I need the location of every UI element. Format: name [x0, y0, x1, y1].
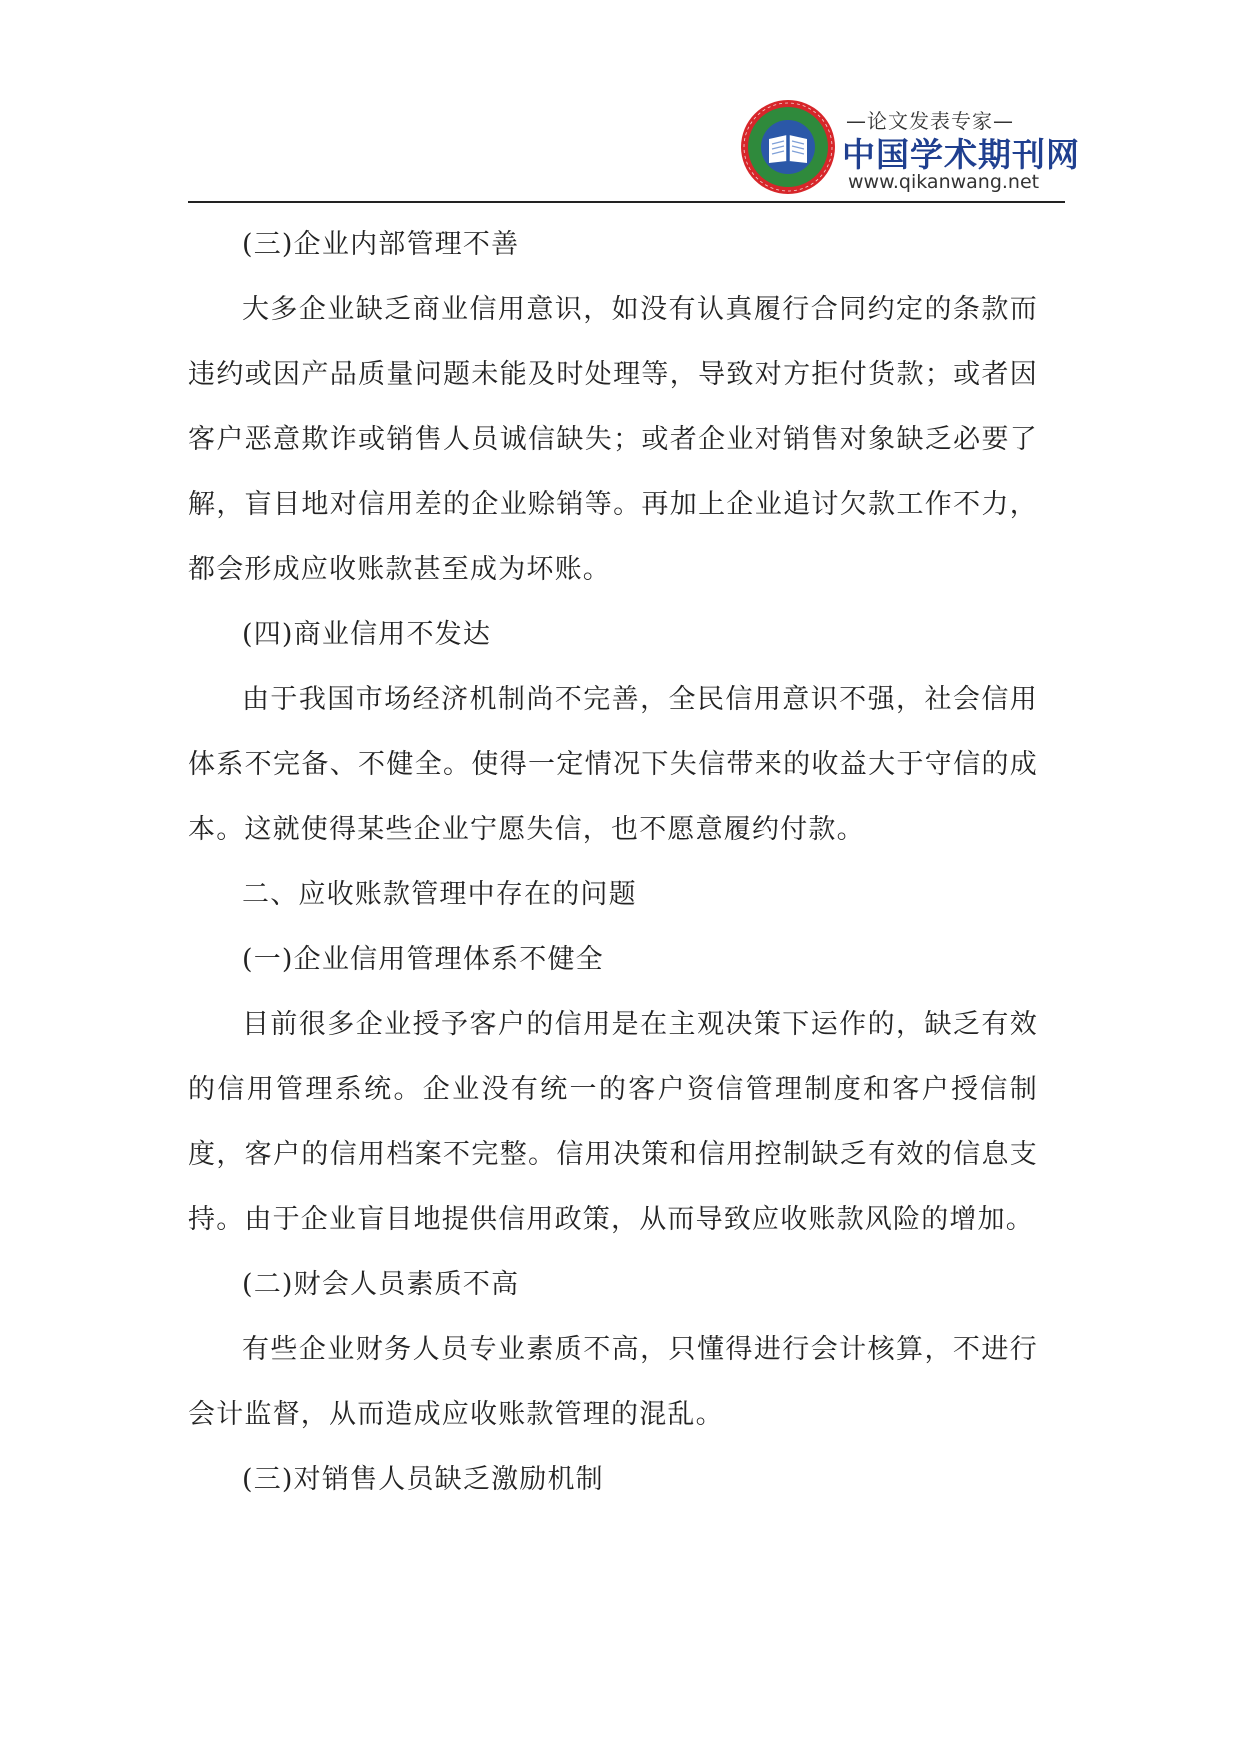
site-logo: [738, 87, 1080, 197]
subheading-internal-management: (三)企业内部管理不善: [242, 229, 520, 260]
paragraph: 有些企业财务人员专业素质不高，只懂得进行会计核算，不进行会计监督，从而造成应收账款管理的混乱。: [188, 1334, 1038, 1430]
paragraph: 由于我国市场经济机制尚不完善，全民信用意识不强，社会信用体系不完备、不健全。使得一定情况下失信带来的收益大于守信的成本。这就使得某些企业宁愿失信，也不愿意履约付款。: [188, 684, 1038, 845]
subheading-commercial-credit: (四)商业信用不发达: [242, 619, 492, 650]
subheading-accounting-staff: (二)财会人员素质不高: [242, 1269, 520, 1300]
logo-tagline: —论文发表专家—: [846, 109, 1014, 133]
logo-url: www.qikanwang.net: [848, 171, 1040, 193]
logo-title: 中国学术期刊网: [842, 135, 1080, 174]
page-header: [188, 82, 1080, 202]
paragraph: 大多企业缺乏商业信用意识，如没有认真履行合同约定的条款而违约或因产品质量问题未能及时处理等，导致对方拒付货款；或者因客户恶意欺诈或销售人员诚信缺失；或者企业对销售对象缺乏必要了解，盲目地对信用差的企业赊销等。再加上企业追讨欠款工作不力，都会形成应收账款甚至成为坏账。: [188, 294, 1038, 585]
document-body: [188, 212, 1038, 1512]
subheading-sales-incentive: (三)对销售人员缺乏激励机制: [242, 1464, 604, 1495]
subheading-credit-system: (一)企业信用管理体系不健全: [242, 944, 604, 975]
section-heading: 二、应收账款管理中存在的问题: [242, 879, 637, 910]
paragraph: 目前很多企业授予客户的信用是在主观决策下运作的，缺乏有效的信用管理系统。企业没有统一的客户资信管理制度和客户授信制度，客户的信用档案不完整。信用决策和信用控制缺乏有效的信息支持。由于企业盲目地提供信用政策，从而导致应收账款风险的增加。: [188, 1009, 1038, 1235]
book-seal-icon: [738, 97, 838, 197]
header-divider: [188, 201, 1065, 203]
